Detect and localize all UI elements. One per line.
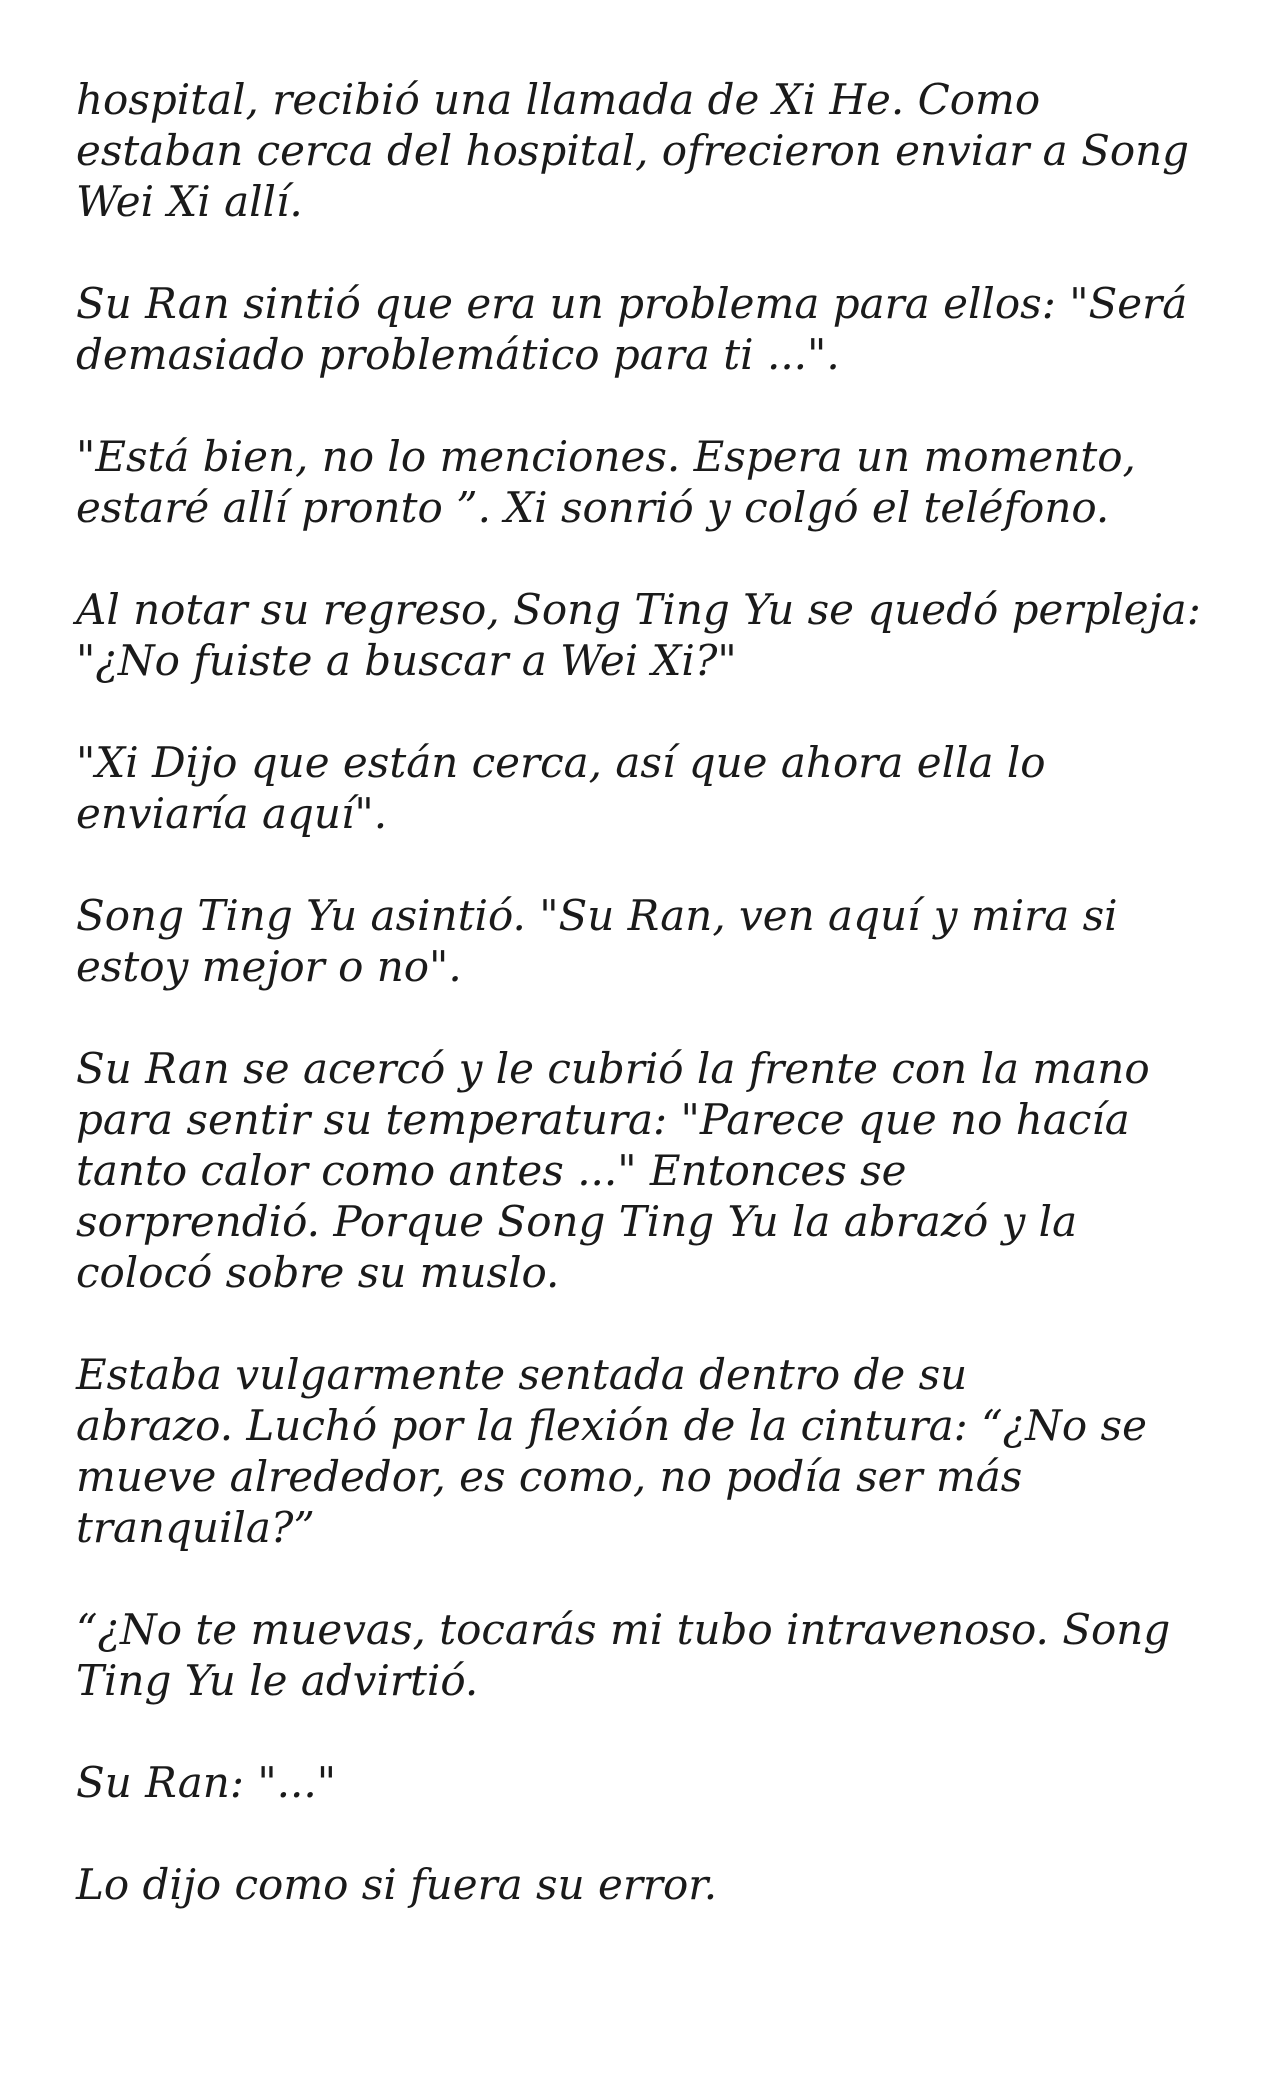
text-line: Su Ran se acercó y le cubrió la frente con la mano: [76, 1044, 1150, 1093]
paragraph-8: [76, 1349, 1206, 1553]
text-line: "Está bien, no lo menciones. Espera un momento,: [76, 432, 1136, 481]
paragraph-1: [76, 74, 1206, 227]
text-line: Song Ting Yu asintió. "Su Ran, ven aquí y mira si: [76, 891, 1118, 940]
text-line: tanto calor como antes ..." Entonces se: [76, 1146, 907, 1195]
paragraph-2: [76, 278, 1206, 380]
text-line: enviaría aquí".: [76, 789, 388, 838]
paragraph-9: [76, 1604, 1206, 1706]
text-line: Wei Xi allí.: [76, 177, 303, 226]
text-line: para sentir su temperatura: "Parece que no hacía: [76, 1095, 1130, 1144]
paragraph-6: [76, 890, 1206, 992]
text-line: demasiado problemático para ti ...".: [76, 330, 840, 379]
text-line: hospital, recibió una llamada de Xi He. Como: [76, 75, 1041, 124]
text-line: estaban cerca del hospital, ofrecieron enviar a Song: [76, 126, 1190, 175]
text-line: estaré allí pronto ”. Xi sonrió y colgó el teléfono.: [76, 483, 1110, 532]
text-line: Su Ran sintió que era un problema para ellos: "Será: [76, 279, 1188, 328]
text-line: Ting Yu le advirtió.: [76, 1656, 479, 1705]
text-line: Su Ran: "...": [76, 1758, 337, 1807]
paragraph-7: [76, 1043, 1206, 1298]
text-line: "Xi Dijo que están cerca, así que ahora ella lo: [76, 738, 1046, 787]
paragraph-11: [76, 1859, 1206, 1910]
text-line: Al notar su regreso, Song Ting Yu se quedó perpleja:: [76, 585, 1201, 634]
text-line: estoy mejor o no".: [76, 942, 462, 991]
paragraph-4: [76, 584, 1206, 686]
text-line: Lo dijo como si fuera su error.: [76, 1860, 718, 1909]
paragraph-3: [76, 431, 1206, 533]
text-line: Estaba vulgarmente sentada dentro de su: [76, 1350, 968, 1399]
paragraph-5: [76, 737, 1206, 839]
text-line: tranquila?”: [76, 1503, 315, 1552]
document-body: [76, 74, 1206, 1961]
text-line: abrazo. Luchó por la flexión de la cintura: “¿No se: [76, 1401, 1147, 1450]
text-line: mueve alrededor, es como, no podía ser más: [76, 1452, 1023, 1501]
text-line: "¿No fuiste a buscar a Wei Xi?": [76, 636, 737, 685]
text-line: sorprendió. Porque Song Ting Yu la abrazó y la: [76, 1197, 1078, 1246]
paragraph-10: [76, 1757, 1206, 1808]
text-line: “¿No te muevas, tocarás mi tubo intravenoso. Song: [76, 1605, 1171, 1654]
text-line: colocó sobre su muslo.: [76, 1248, 560, 1297]
